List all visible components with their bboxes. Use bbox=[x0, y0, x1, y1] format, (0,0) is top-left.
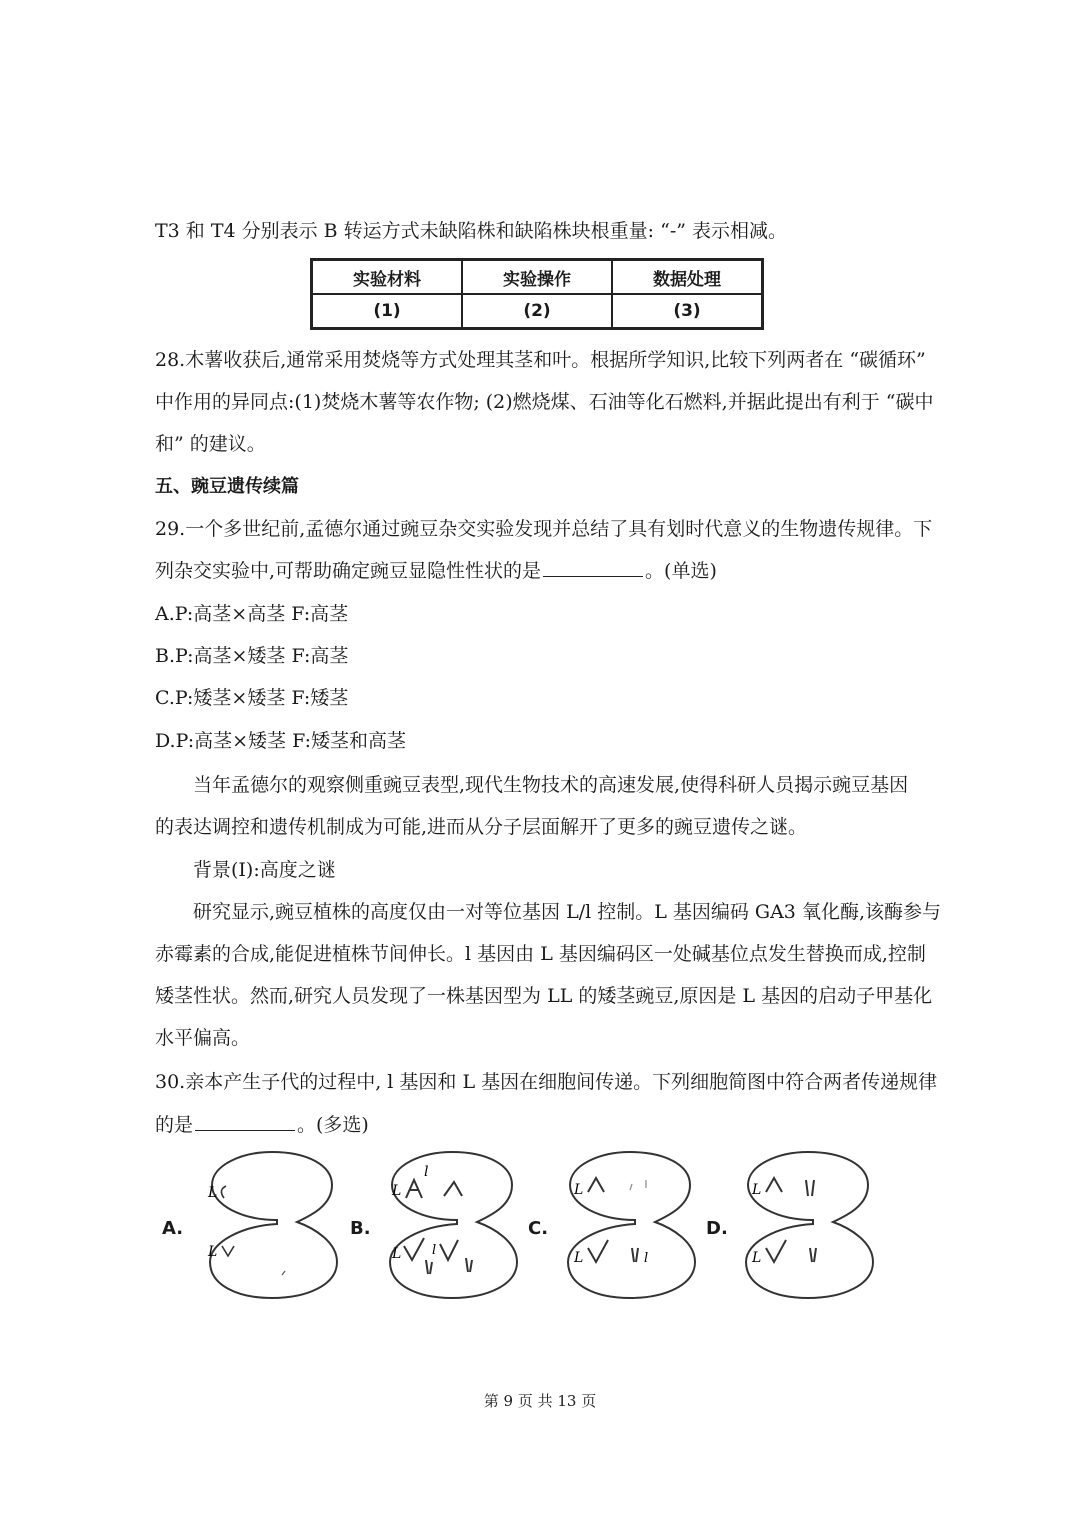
chromosome-icon bbox=[466, 1258, 472, 1272]
gene-label: l bbox=[432, 1243, 437, 1258]
para2-line-3: 矮茎性状。然而,研究人员发现了一株基因型为 LL 的矮茎豌豆,原因是 L 基因的启动子甲基化 bbox=[155, 985, 933, 1007]
gene-label: L bbox=[574, 1250, 584, 1266]
gene-label: L bbox=[752, 1250, 762, 1266]
q29-option-b: B.P:高茎×矮茎 F:高茎 bbox=[155, 645, 349, 667]
gene-label: l bbox=[644, 1251, 649, 1266]
section-title: 五、豌豆遗传续篇 bbox=[155, 476, 299, 497]
figure-label-a: A. bbox=[162, 1218, 184, 1239]
chromosome-icon bbox=[588, 1178, 604, 1192]
table-cell: (3) bbox=[612, 294, 763, 329]
para1-line-1: 当年孟德尔的观察侧重豌豆表型,现代生物技术的高速发展,使得科研人员揭示豌豆基因 bbox=[193, 774, 909, 796]
q30-line-1: 30.亲本产生子代的过程中, l 基因和 L 基因在细胞间传递。下列细胞简图中符合两者传递规律 bbox=[155, 1071, 938, 1093]
answer-blank[interactable] bbox=[195, 1129, 295, 1131]
para2-line-1: 研究显示,豌豆植株的高度仅由一对等位基因 L/l 控制。L 基因编码 GA3 氧化酶,该酶参与 bbox=[193, 901, 941, 923]
para2-line-4: 水平偏高。 bbox=[155, 1027, 251, 1049]
answer-blank[interactable] bbox=[543, 575, 643, 577]
chromosome-icon bbox=[766, 1178, 782, 1192]
para1-line-2: 的表达调控和遗传机制成为可能,进而从分子层面解开了更多的豌豆遗传之谜。 bbox=[155, 816, 808, 838]
table-header-cell: 实验材料 bbox=[312, 260, 463, 295]
figure-label-c: C. bbox=[528, 1218, 549, 1239]
intro-line: T3 和 T4 分别表示 B 转运方式未缺陷株和缺陷株块根重量: “-” 表示相减。 bbox=[155, 220, 788, 242]
q29-line-1: 29.一个多世纪前,孟德尔通过豌豆杂交实验发现并总结了具有划时代意义的生物遗传规律。下 bbox=[155, 518, 933, 540]
background-title: 背景(I):高度之谜 bbox=[193, 859, 336, 881]
table-header-row bbox=[312, 260, 763, 295]
dividing-cell-outline bbox=[568, 1152, 695, 1298]
table-row bbox=[312, 294, 763, 329]
speck-icon bbox=[282, 1271, 285, 1275]
chromosome-icon bbox=[806, 1180, 814, 1196]
figure-label-d: D. bbox=[706, 1218, 728, 1239]
chromosome-icon bbox=[406, 1180, 422, 1198]
page-footer: 第 9 页 共 13 页 bbox=[483, 1392, 597, 1410]
figure-label-b: B. bbox=[350, 1218, 371, 1239]
table-header-cell: 数据处理 bbox=[612, 260, 763, 295]
chromosome-icon bbox=[588, 1240, 608, 1262]
table-header-cell: 实验操作 bbox=[462, 260, 612, 295]
q29-line-2 bbox=[155, 556, 717, 583]
chromosome-icon bbox=[632, 1248, 638, 1262]
gene-label: L bbox=[208, 1244, 218, 1260]
q29-option-c: C.P:矮茎×矮茎 F:矮茎 bbox=[155, 687, 349, 709]
cell-diagram-c bbox=[560, 1150, 710, 1300]
cell-diagram-d bbox=[738, 1150, 888, 1300]
q29-option-d: D.P:高茎×矮茎 F:矮茎和高茎 bbox=[155, 730, 406, 752]
chromosome-icon bbox=[426, 1260, 432, 1274]
table-cell: (2) bbox=[462, 294, 612, 329]
cell-figures bbox=[150, 1150, 950, 1300]
dividing-cell-outline bbox=[746, 1152, 873, 1298]
q30-line-2-suffix: 。(多选) bbox=[297, 1114, 369, 1136]
chromosome-icon bbox=[810, 1248, 816, 1262]
chromosome-icon bbox=[440, 1240, 458, 1260]
chromosome-icon bbox=[222, 1246, 234, 1256]
q29-option-a: A.P:高茎×高茎 F:高茎 bbox=[155, 603, 349, 625]
chromosome-icon bbox=[766, 1240, 786, 1262]
para2-line-2: 赤霉素的合成,能促进植株节间伸长。l 基因由 L 基因编码区一处碱基位点发生替换而成,控制 bbox=[155, 943, 926, 965]
table-cell: (1) bbox=[312, 294, 463, 329]
dividing-cell-outline bbox=[210, 1152, 337, 1298]
gene-label: L bbox=[392, 1246, 402, 1262]
q29-line-2-text: 列杂交实验中,可帮助确定豌豆显隐性性状的是 bbox=[155, 560, 542, 582]
q28-line-2: 中作用的异同点:(1)焚烧木薯等农作物; (2)燃烧煤、石油等化石燃料,并据此提出有利于 “碳中 bbox=[155, 391, 934, 413]
gene-label: L bbox=[574, 1182, 584, 1198]
cell-diagram-b bbox=[382, 1150, 532, 1300]
gene-label: L bbox=[392, 1183, 402, 1199]
gene-label: L bbox=[208, 1185, 218, 1201]
q28-line-3: 和” 的建议。 bbox=[155, 433, 266, 455]
experiment-table bbox=[310, 258, 764, 330]
dividing-cell-outline bbox=[390, 1152, 517, 1298]
q28-line-1: 28.木薯收获后,通常采用焚烧等方式处理其茎和叶。根据所学知识,比较下列两者在 “碳循环” bbox=[155, 349, 926, 371]
gene-label: l bbox=[424, 1164, 429, 1180]
chromosome-icon bbox=[221, 1186, 226, 1198]
q29-line-2-suffix: 。(单选) bbox=[645, 560, 717, 582]
chromosome-icon bbox=[444, 1182, 462, 1196]
q30-line-2 bbox=[155, 1110, 369, 1137]
chromosome-icon bbox=[404, 1238, 424, 1260]
q30-line-2-text: 的是 bbox=[155, 1114, 194, 1136]
speck-icon bbox=[630, 1180, 646, 1190]
cell-diagram-a bbox=[202, 1150, 352, 1300]
gene-label: L bbox=[752, 1182, 762, 1198]
